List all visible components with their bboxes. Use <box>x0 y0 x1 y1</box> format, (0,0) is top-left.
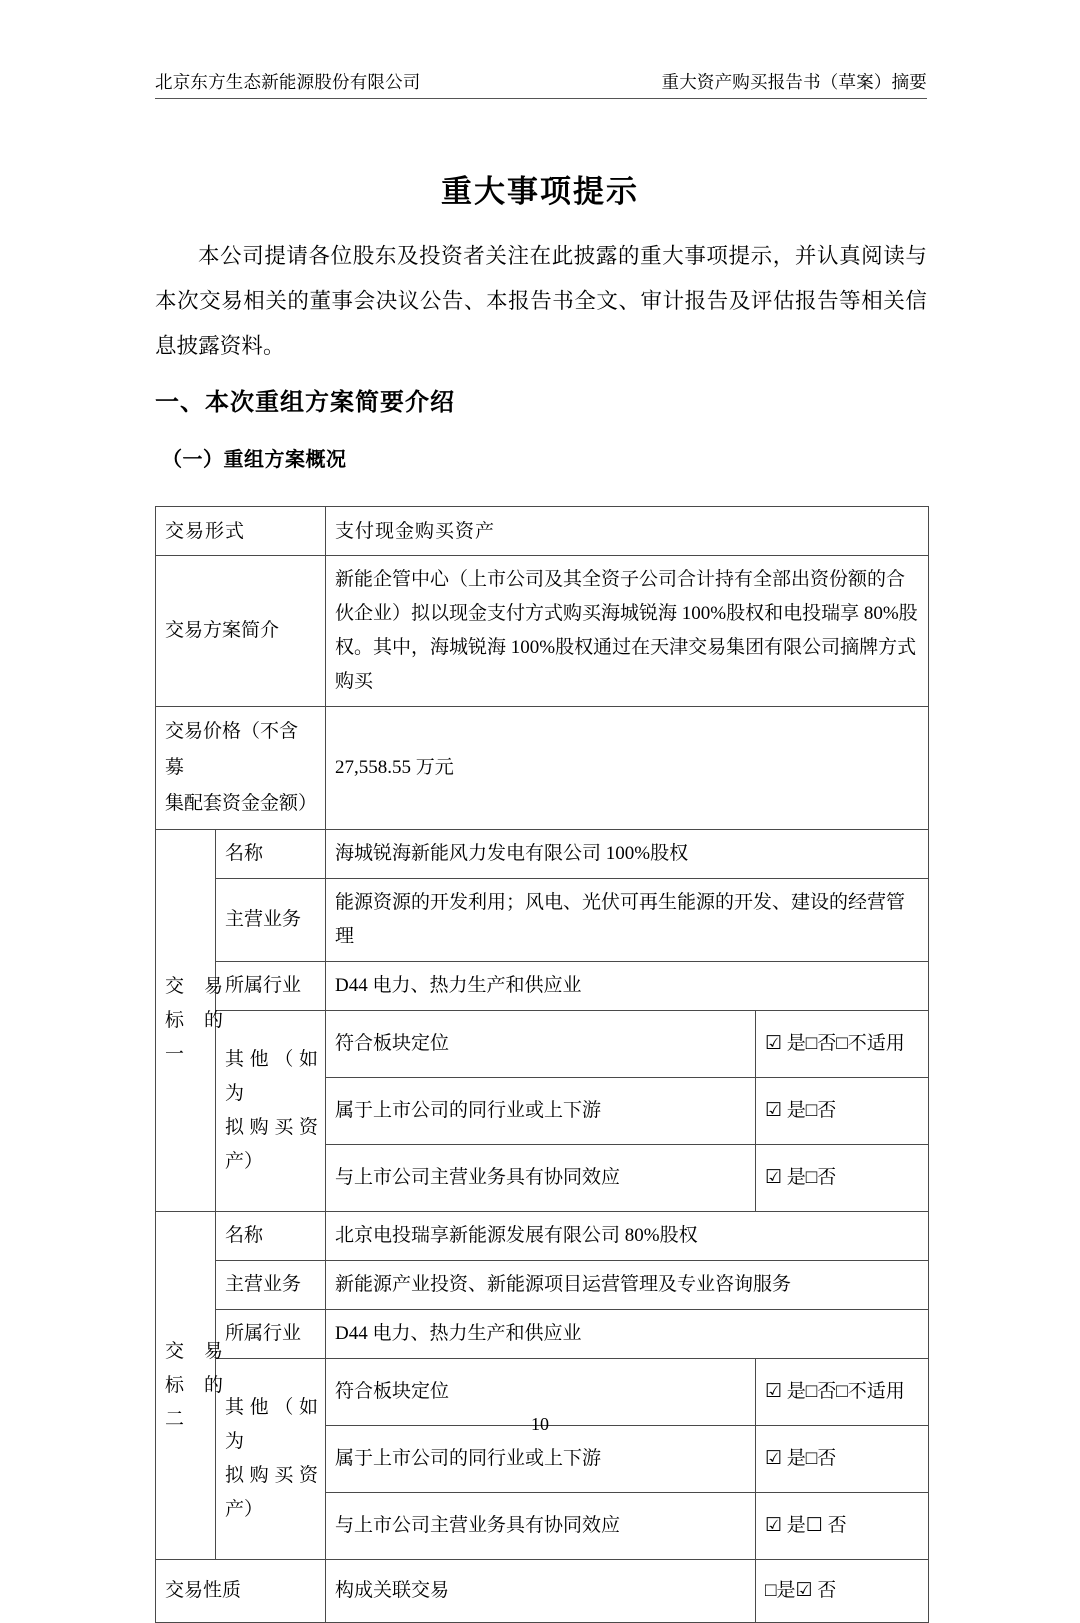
column-header-payment-type: 支付现金购买资产 <box>326 507 929 556</box>
criterion-text-target-one-same-industry: 属于上市公司的同行业或上下游 <box>326 1078 756 1145</box>
label-target-two-other-line-1: 其他（如为 <box>225 1397 318 1452</box>
criterion-text-target-two-same-industry: 属于上市公司的同行业或上下游 <box>326 1426 756 1493</box>
criterion-answer-target-one-same-industry: ☑ 是□否 <box>756 1078 929 1145</box>
label-transaction-price <box>156 707 326 830</box>
header-document-name: 重大资产购买报告书（草案）摘要 <box>661 72 927 92</box>
table-row-target-one-industry <box>156 962 929 1011</box>
label-target-two-business: 主营业务 <box>216 1261 326 1310</box>
table-header-row <box>156 507 929 556</box>
running-header <box>155 72 927 99</box>
header-company-name: 北京东方生态新能源股份有限公司 <box>155 72 421 92</box>
criterion-answer-target-two-same-industry: ☑ 是□否 <box>756 1426 929 1493</box>
page-number: 10 <box>531 1414 549 1434</box>
label-target-two-other-line-3: 产） <box>225 1499 264 1520</box>
criterion-text-target-one-sector-fit: 符合板块定位 <box>326 1011 756 1078</box>
side-label-target-two-line-2: 标的 <box>165 1374 223 1396</box>
page-title: 重大事项提示 <box>441 174 639 210</box>
side-label-target-one-line-1: 交易 <box>165 975 223 997</box>
label-target-two-other-line-2: 拟购买资 <box>225 1465 318 1486</box>
side-label-target-one-line-2: 标的 <box>165 1009 223 1031</box>
side-label-target-one <box>156 830 223 1212</box>
value-target-one-name: 海城锐海新能风力发电有限公司 100%股权 <box>326 830 929 879</box>
value-transaction-price: 27,558.55 万元 <box>326 707 929 830</box>
value-target-two-business: 新能源产业投资、新能源项目运营管理及专业咨询服务 <box>326 1261 929 1310</box>
section-heading-1: 一、本次重组方案简要介绍 <box>155 388 455 416</box>
criterion-text-target-two-sector-fit: 符合板块定位 <box>326 1359 756 1426</box>
answer-related-party-transaction: □是☑ 否 <box>756 1560 929 1623</box>
label-target-two-other <box>216 1359 326 1560</box>
label-target-two-name: 名称 <box>216 1212 326 1261</box>
label-target-one-other-line-2: 拟购买资 <box>225 1117 318 1138</box>
value-target-one-industry: D44 电力、热力生产和供应业 <box>326 962 929 1011</box>
criterion-text-target-one-synergy: 与上市公司主营业务具有协同效应 <box>326 1145 756 1212</box>
restructuring-plan-table-wrapper <box>155 506 928 1623</box>
criterion-answer-target-two-sector-fit: ☑ 是□否□不适用 <box>756 1359 929 1426</box>
value-target-two-name: 北京电投瑞享新能源发展有限公司 80%股权 <box>326 1212 929 1261</box>
column-header-transaction-form: 交易形式 <box>156 507 326 556</box>
table-row-target-two-business <box>156 1261 929 1310</box>
label-price-line-2: 集配套资金金额） <box>165 793 318 814</box>
table-row-price <box>156 707 929 830</box>
intro-paragraph: 本公司提请各位股东及投资者关注在此披露的重大事项提示，并认真阅读与本次交易相关的董事会决议公告、本报告书全文、审计报告及评估报告等相关信息披露资料。 <box>155 244 927 358</box>
label-target-one-other-line-3: 产） <box>225 1151 264 1172</box>
criterion-answer-target-one-sector-fit: ☑ 是□否□不适用 <box>756 1011 929 1078</box>
label-target-one-industry: 所属行业 <box>216 962 326 1011</box>
label-plan-summary: 交易方案简介 <box>156 556 326 707</box>
side-label-target-one-line-3: 一 <box>165 1043 185 1065</box>
value-target-one-business: 能源资源的开发利用；风电、光伏可再生能源的开发、建设的经营管理 <box>326 879 929 962</box>
side-label-target-two-line-3: 二 <box>165 1408 185 1430</box>
label-target-two-industry: 所属行业 <box>216 1310 326 1359</box>
subsection-heading-1-1: （一）重组方案概况 <box>162 447 347 471</box>
restructuring-plan-table <box>155 506 929 1623</box>
label-transaction-nature: 交易性质 <box>156 1560 326 1623</box>
table-row-target-one-criteria-1 <box>156 1011 929 1078</box>
label-target-one-other-line-1: 其他（如为 <box>225 1049 318 1104</box>
label-target-one-other <box>216 1011 326 1212</box>
table-row-transaction-nature <box>156 1560 929 1623</box>
table-row-target-one-name <box>156 830 929 879</box>
criterion-answer-target-two-synergy: ☑ 是☐ 否 <box>756 1493 929 1560</box>
table-row-target-one-business <box>156 879 929 962</box>
value-target-two-industry: D44 电力、热力生产和供应业 <box>326 1310 929 1359</box>
label-target-one-name: 名称 <box>216 830 326 879</box>
side-label-target-two <box>156 1212 223 1560</box>
label-price-line-1: 交易价格（不含募 <box>165 721 299 778</box>
table-row-target-two-name <box>156 1212 929 1261</box>
label-target-one-business: 主营业务 <box>216 879 326 962</box>
table-row-target-two-industry <box>156 1310 929 1359</box>
criterion-answer-target-one-synergy: ☑ 是□否 <box>756 1145 929 1212</box>
criterion-text-target-two-synergy: 与上市公司主营业务具有协同效应 <box>326 1493 756 1560</box>
text-related-party-transaction: 构成关联交易 <box>326 1560 756 1623</box>
table-row-plan-summary <box>156 556 929 707</box>
side-label-target-two-line-1: 交易 <box>165 1340 223 1362</box>
value-plan-summary: 新能企管中心（上市公司及其全资子公司合计持有全部出资份额的合伙企业）拟以现金支付方式购买海城锐海 100%股权和电投瑞享 80%股权。其中，海城锐海 100%股权通过在天津交易集团有限公司摘牌方式购买 <box>326 556 929 707</box>
